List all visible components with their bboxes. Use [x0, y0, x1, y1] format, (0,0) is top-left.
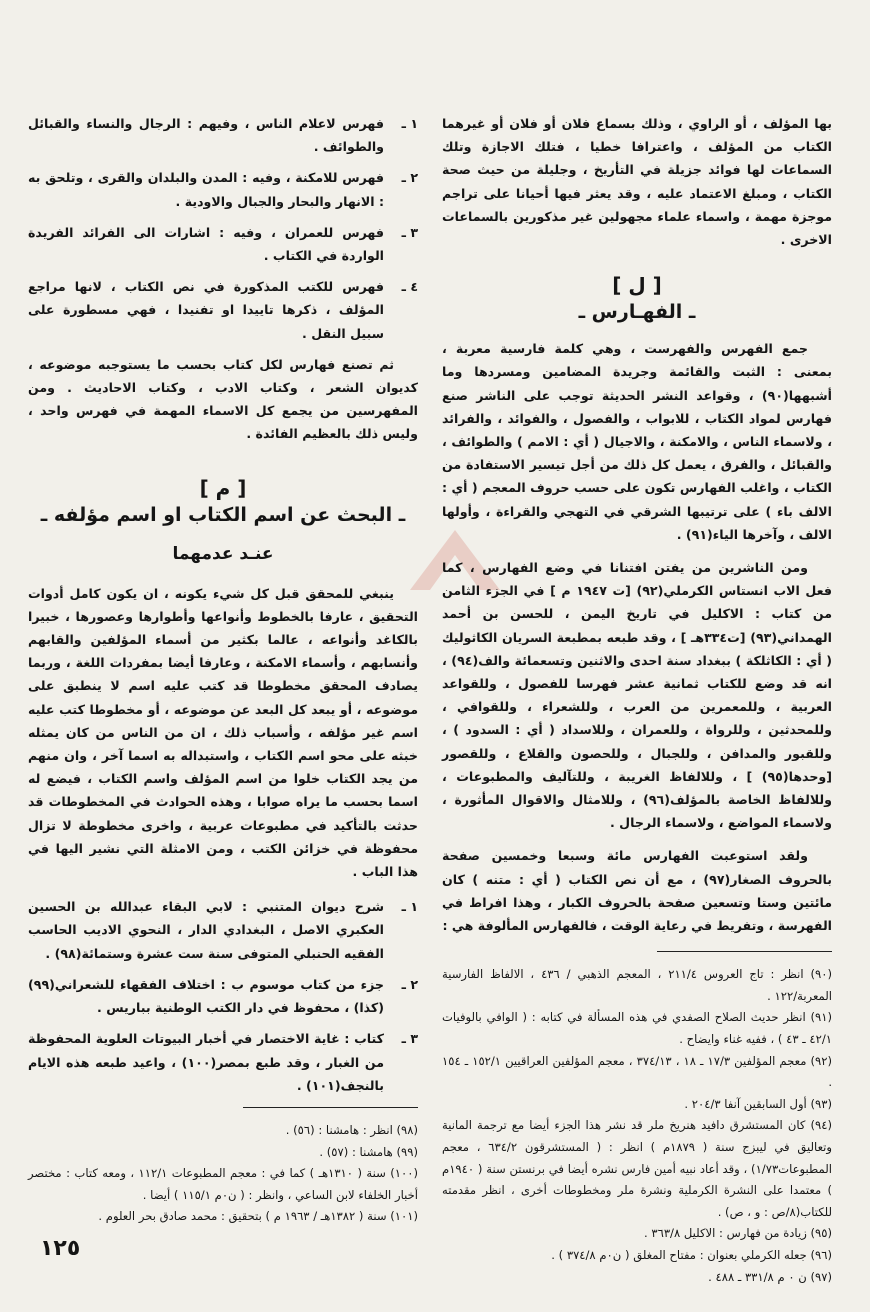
footnote: (٩١) انظر حديث الصلاح الصفدي في هذه المسألة في كتابه : ( الوافي بالوفيات ٤٢/١ ـ ٤٣ ) ، ففيه غناء وايضاح .: [442, 1010, 832, 1047]
section-subheading: عنـد عدمهما: [172, 543, 274, 564]
footnote: (٩٤) كان المستشرق دافيد هنريخ ملر قد نشر هذا الجزء أيضا مع ترجمة المانية وتعاليق في ليبزج سنة ( ١٨٧٩م ) انظر : ( المستشرقون ٦٣٤/٢ ، معجم المطبوعات١/٧٣) ، وقد أعاد نبيه أمين فارس نشره أيضا في برنستن سنة ( ١٩٤٠م ) معتمدا على النشرة الكرملية ونشرة ملر ومخطوطات أخرى ، انظر مقدمته للكتاب(٨/ص : و ، ص) .: [442, 1118, 832, 1219]
section-heading-indexes: ـ الفهـارس ـ: [578, 301, 696, 324]
footnote: (٩٥) زيادة من فهارس : الاكليل ٣٦٣/٨ .: [643, 1226, 832, 1241]
list-item: ١ ـ شرح ديوان المتنبي : لابي البقاء عبدالله بن الحسين العكبري الاصل ، البغدادي الدار ، النحوي الاديب الحاسب الفقيه الحنبلي المتوفى سنة ست عشرة وستمائة(٩٨) .: [28, 899, 418, 961]
indexes-paragraph-3: ولقد استوعبت الفهارس مائة وسبعا وخمسين صفحة بالحروف الصغار(٩٧) ، مع أن نص الكتاب ( أي : متنه ) كان مائتين وستا وتسعين صفحة بالحروف الكبار ، وهذا افراط في الفهرسة ، وتفريط في رعاية الوقت ، فالفهارس المألوفة هي :: [442, 848, 832, 934]
left-column: [28, 112, 418, 1228]
indexes-paragraph-1: جمع الفهرس والفهرست ، وهي كلمة فارسية معربة ، بمعنى : الثبت والقائمة وجريدة المضامين ومسردها وما أشبهها(٩٠) ، وقواعد النشر الحديثة توجب على الناشر صنع فهارس لمواد الكتاب ، للابواب ، والفصول ، والفوائد ، والفرائد ، ولاسماء الناس ، والامكنة ، والاجيال ( أي : الامم ) والطوائف ، والقبائل ، والفرق ، يعمل كل ذلك من أجل تيسير الاستفادة من الكتاب ، واغلب الفهارس تكون على حسب حروف المعجم ( أي : الالف باء ) على ترتيبها الشرقي في التهجي والقراءة ، وأولها الالف ، وآخرها الياء(٩١) .: [442, 341, 832, 542]
page-number: ١٢٥: [40, 1236, 81, 1261]
title-search-paragraph: ينبغي للمحقق قبل كل شيء يكونه ، ان يكون كامل أدوات التحقيق ، عارفا بالخطوط وأنواعها وأطوارها وعصورها ، خبيرا بالكاغد وأنواعه ، عالما بكثير من أسماء المؤلفين والقابهم وأنسابهم ، وأسماء الامكنة ، وعارفا أيضا بمفردات اللغة ، وربما يصادف المحقق مخطوطا قد كتب عليه اسم لا ينطبق على موضوعه ، أو يبعد كل البعد عن موضوعه ، أو مخطوطا كتب عليه اسم غير مؤلفه ، وأسباب ذلك ، ان من الناس من كان يمثله خبثه على محو اسم الكتاب ، واستبداله به اسما آخر ، وان منهم من يجد الكتاب خلوا من اسم المؤلف واسم الكتاب ، فيضع له اسما بحسب ما يراه صوابا ، وهذه الحوادث في المخطوطات قد حدثت بالتأكيد في مطبوعات عربية ، واخرى مخطوطة لا تزال محفوظة في خزائن الكتب ، ومن الامثلة التي نشير اليها في هذا الباب .: [28, 585, 418, 880]
footnote: (٩٢) معجم المؤلفين ١٧/٣ ـ ١٨ ، ٣٧٤/١٣ ، معجم المؤلفين العراقيين ١٥٢/١ ـ ١٥٤ .: [442, 1053, 833, 1090]
indexes-closing-paragraph: ثم تصنع فهارس لكل كتاب بحسب ما يستوجبه موضوعه ، كديوان الشعر ، وكتاب الادب ، وكتاب الاحاديث . ومن المفهرسين من يجمع كل الاسماء المهمة في فهرس واحد ، وليس ذلك بالعظيم الفائدة .: [28, 356, 418, 442]
list-item: ٣ ـ فهرس للعمران ، وفيه : اشارات الى الفرائد الفريدة الواردة في الكتاب .: [28, 224, 418, 264]
section-heading-title-search: ـ البحث عن اسم الكتاب او اسم مؤلفه ـ: [40, 503, 406, 526]
footnote: (٩٦) جعله الكرملي بعنوان : مفتاح المغلق ( ن٠م ٣٧٤/٨ ) .: [551, 1248, 832, 1263]
list-item: ٢ ـ فهرس للامكنة ، وفيه : المدن والبلدان والقرى ، وتلحق به : الانهار والبحار والجبال والاودية .: [28, 170, 418, 209]
examples-list: [28, 895, 418, 1097]
indexes-paragraph-2: ومن الناشرين من يفتن افتنانا في وضع الفهارس ، كما فعل الاب انستاس الكرملي(٩٢) [ت ١٩٤٧ م ] في الجزء الثامن من كتاب : الاكليل في تاريخ اليمن ، للحسن بن أحمد الهمداني(٩٣) [ت٣٣٤هـ ] ، وقد طبعه بمطبعة السريان الكاثوليك ( أي : الكاثلكة ) ببغداد سنة احدى والاثنين وتسعمائة والف(٩٤) ، انه قد وضع للكتاب ثمانية عشر فهرسا للفصول ، وللقواعد العربية ، وللمعمرين من العرب ، وللشعراء ، وللقوافي ، وللمحدثين ، وللرواة ، وللعمران ، وللاسداد ( أي : السدود ) ، وللقبور والمدافن ، وللجبال ، وللحصون والقلاع ، وللقصور [وحدها(٩٥) ] ، وللالفاظ الغريبة ، وللتآليف والمطبوعات ، وللالفاظ الخاصة بالمؤلف(٩٦) ، وللامثال والاقوال المأثورة ، ولاسماء المواضع ، ولاسماء الرجال .: [442, 560, 832, 831]
footnote: (٩٨) انظر : هامشنا : (٥٦) .: [285, 1122, 418, 1137]
list-item: ١ ـ فهرس لاعلام الناس ، وفيهم : الرجال والنساء والقبائل والطوائف .: [28, 116, 418, 155]
right-column: [442, 112, 832, 1288]
index-types-list: [28, 112, 418, 345]
footnote-divider: [657, 951, 832, 952]
list-item: ٣ ـ كتاب : غاية الاختصار في أخبار البيوتات العلوية المحفوظة من الغبار ، وقد طبع بمصر(١٠٠) ، واعيد طبعه هذه الايام بالنجف(١٠١) .: [28, 1031, 418, 1093]
footnote: (١٠١) سنة ( ١٣٨٢هـ / ١٩٦٣ م ) بتحقيق : محمد صادق بحر العلوم .: [98, 1209, 418, 1224]
footnotes-right: [442, 964, 832, 1288]
footnote-divider: [243, 1107, 418, 1108]
footnote: (٩٩) هامشنا : (٥٧) .: [319, 1144, 418, 1159]
list-item: ٢ ـ جزء من كتاب موسوم ب : اختلاف الفقهاء للشعراني(٩٩) (كذا) ، محفوظ في دار الكتب الوطنية بباريس .: [28, 976, 418, 1016]
section-letter-mim: [ م ]: [199, 475, 247, 500]
footnotes-left: [28, 1120, 418, 1228]
footnote: (٩٧) ن ٠ م ٣٣١/٨ ـ ٤٨٨ .: [708, 1269, 832, 1284]
footnote: (٩٣) أول السابقين آنفا ٢٠٤/٣ .: [684, 1096, 832, 1111]
section-letter-lam: [ ل ]: [612, 273, 662, 298]
list-item: ٤ ـ فهرس للكتب المذكورة في نص الكتاب ، لانها مراجع المؤلف ، ذكرها تاييدا او تفنيدا ، فهي مسطورة على سبيل النقل .: [28, 279, 418, 341]
continuation-paragraph: بها المؤلف ، أو الراوي ، وذلك بسماع فلان أو فلان أو غيرهما الكتاب من المؤلف ، واعترافا خطيا ، فتلك الاجازة وتلك السماعات لها فوائد جزيلة في التأريخ ، وجليلة من حيث صحة الكتاب ، ومبلغ الاعتماد عليه ، وقد يعثر فيها أحيانا على تراجم موجزة مهمة ، واسماء علماء مجهولين غير مذكورين بالسماعات الاخرى .: [442, 116, 832, 248]
footnote: (١٠٠) سنة ( ١٣١٠هـ ) كما في : معجم المطبوعات ١١٢/١ ، ومعه كتاب : مختصر أخبار الخلفاء لابن الساعي ، وانظر : ( ن٠م ١١٥/١ ) أيضا .: [28, 1166, 418, 1202]
footnote: (٩٠) انظر : تاج العروس ٢١١/٤ ، المعجم الذهبي / ٤٣٦ ، الالفاظ الفارسية المعربة/١٢٢ .: [442, 967, 832, 1003]
